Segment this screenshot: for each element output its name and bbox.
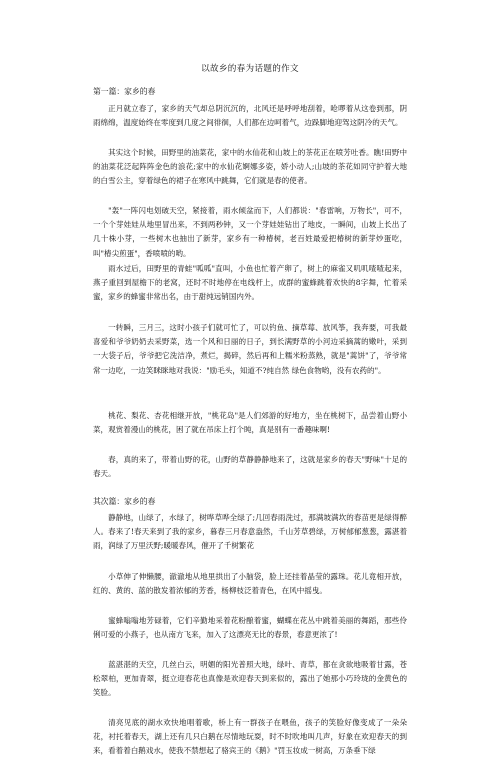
- paragraph: 小草伸了伸懒腰，澈澈地从地里拱出了小脑袋，脸上还挂着晶莹的露珠。花儿竟相开放，红的、黄的、蓝的散发着浓郁的芳香，杨柳枝泛着青色，在风中摇曳。: [93, 572, 407, 596]
- section-1-heading: 第一篇：家乡的春: [93, 87, 156, 96]
- paragraph: 静静地，山绿了，水绿了，树哗草哗全绿了;几回春雨洗过，那满坡满坎的春苗更是绿得醉人。春来了!春天来到了我的家乡，暮春三月春意盎然，千山芳草碧绿，万树郁郁葱葱，露湛着雨，润绿了万里沃野;暖暖春风，催开了千树繁花: [93, 513, 407, 551]
- paragraph: "轰"一阵闪电划破天空，紧接着，雨水倾盆而下，人们都说："春雷响，万物长"，可不，一个个芽娃娃从地里冒出来，不到两秒钟，又一个芽娃娃钻出了地皮，一瞬间，山坡上长出了几十株小芽，一些树木也抽出了新芽，家乡有一种椿树，老百姓最爱把椿树的新芽炒蛋吃，叫"椿尖煎蛋"，香喷喷的哟。: [93, 206, 407, 258]
- paragraph: 春，真的来了，带着山野的花，山野的草静静静地来了，这就是家乡的春天"野味"十足的春天。: [93, 455, 407, 479]
- paragraph: 雨水过后，田野里的青蛙"呱呱"直叫，小鱼也忙着产卵了，树上的麻雀又叽叽喳喳起来，燕子重回到屋檐下的老窝，还时不时地停在电线杆上，成群的蜜蜂跳着欢快的8字舞，忙着采蜜，家乡的蜂蜜非常出名，由于甜纯远销国内外。: [93, 264, 407, 302]
- paragraph: 蓝湛湛的天空，几丝白云，明媚的阳光普照大地，绿叶、青草，都在贪欲地吸着甘露，苍松翠柏，更加青翠，挺立迎春花也真像是欢迎春天到来似的，露出了她那小巧玲珑的金黄色的笑脸。: [93, 660, 407, 698]
- paragraph: 清亮见底的湖水欢快地唱着歌，桥上有一群孩子在喂鱼，孩子的笑脸好像变成了一朵朵花，衬托着春天，湖上还有几只白鹅在尽情地玩耍，时不时吹地叫几声，好象在欢迎春天的到来，看着着白鹅戏水，使我不禁想起了骆宾王的《鹅》"罚玉妆成一树高，万条垂下绿: [93, 718, 407, 756]
- document-title: 以故乡的春为话题的作文: [201, 64, 299, 74]
- paragraph: 桃花、梨花、杏花相继开放，"桃花岛"是人们郊游的好地方，坐在桃树下，品尝着山野小菜，观赏着漫山的桃花，困了就在吊床上打个盹，真是别有一番趣味啊!: [93, 411, 407, 435]
- paragraph: 其实这个时候，田野里的油菜花，家中的水仙花和山坡上的茶花正在喷芳吐香。瞧!田野中的油菜花泛起阵阵金色的浪花;家中的水仙花婀娜多姿，娇小动人;山坡的茶花如同守护着大地的白雪公主，穿着绿色的裙子在寒风中跳舞，它们就是春的使者。: [93, 148, 407, 186]
- paragraph: 蜜蜂嗡嗡地芳碌着，它们辛勤地采着花粉酿着蜜，蝴蝶在花丛中跳着美丽的舞蹈，那些伶俐可爱的小燕子，也从南方飞来，加入了这漂亮无比的春景，春意更浓了!: [93, 616, 407, 640]
- paragraph: 正月就立春了，家乡的天气却总阴沉沉的，北风还是呼呼地刮着，呛啰着从这卷到那，阴雨绵绵，温度始终在零度到几度之间徘徊，人们都在边呵着气，边跺脚地迎驾这阴冷的天气。: [93, 104, 407, 128]
- paragraph: 一转瞬，三月三，这时小孩子们就可忙了，可以钓鱼、摘草莓、放风筝，我奔要，可我最喜爱和爷爷奶奶去采野菜，选一个风和日丽的日子，到长满野草的小河边采摘蒿的嫩叶，采到一大袋子后，爷爷把它洗洁净，煮烂，揭碎，然后再和上糯米粉蒸熟，就是"蒿饼"了，爷爷常常一边吃，一边笑眯眯地对我说："励毛头，知道不?纯自然 绿色食物哟，没有农药的"。: [93, 323, 407, 375]
- section-2-heading: 其次篇：家乡的春: [93, 497, 156, 506]
